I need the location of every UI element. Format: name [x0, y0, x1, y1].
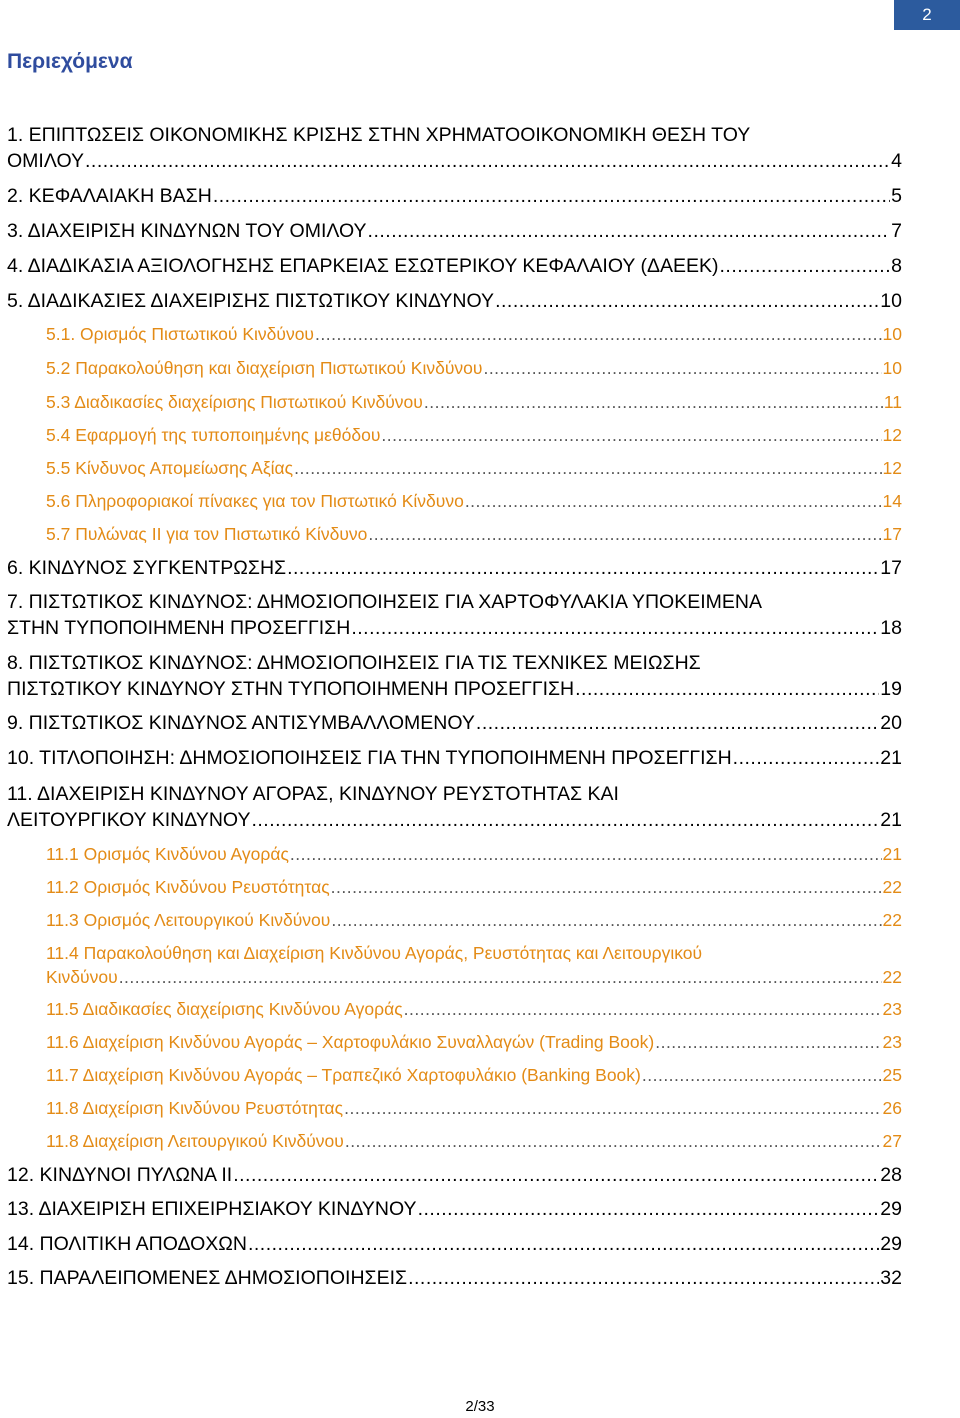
toc-entry-11-4[interactable]: [46, 940, 902, 991]
toc-entry-11-2[interactable]: [46, 874, 902, 901]
dot-leader: [368, 218, 891, 245]
toc-page-number: 20: [880, 712, 902, 734]
toc-entry-text: 11.7 Διαχείριση Κινδύνου Αγοράς – Τραπεζικό Χαρτοφυλάκιο (Banking Book): [46, 1065, 641, 1085]
toc-page-number: 8: [891, 255, 902, 277]
toc-page-number: 11: [883, 392, 902, 412]
toc-entry-text: 5.6 Πληροφοριακοί πίνακες για τον Πιστωτικό Κίνδυνο: [46, 491, 464, 511]
toc-page-number: 22: [882, 877, 902, 897]
toc-entry-text: 11.4 Παρακολούθηση και Διαχείριση Κινδύνου Αγοράς, Ρευστότητας και Λειτουργικού: [46, 943, 703, 963]
toc-entry-text: 12. ΚΙΝΔΥΝΟΙ ΠΥΛΩΝΑ ΙΙ: [7, 1164, 233, 1186]
toc-page-number: 22: [882, 967, 902, 987]
toc-entry-5-1[interactable]: [46, 321, 902, 348]
toc-entry-text: 5.7 Πυλώνας ΙΙ για τον Πιστωτικό Κίνδυνο: [46, 524, 368, 544]
toc-page-number: 29: [880, 1198, 902, 1220]
toc-entry-text: 13. ΔΙΑΧΕΙΡΙΣΗ ΕΠΙΧΕΙΡΗΣΙΑΚΟΥ ΚΙΝΔΥΝΟΥ: [7, 1198, 417, 1220]
toc-entry-11-8-liquidity[interactable]: [46, 1095, 902, 1122]
page-count-footer: 2/33: [465, 1398, 495, 1415]
toc-entry-3[interactable]: [7, 218, 902, 245]
toc-entry-text: 11.3 Ορισμός Λειτουργικού Κινδύνου: [46, 910, 331, 930]
toc-entry-1[interactable]: [7, 122, 902, 175]
toc-entry-9[interactable]: [7, 710, 902, 737]
toc-entry-text: 3. ΔΙΑΧΕΙΡΙΣΗ ΚΙΝΔΥΝΩΝ ΤΟΥ ΟΜΙΛΟΥ: [7, 220, 367, 242]
toc-entry-14[interactable]: [7, 1231, 902, 1258]
dot-leader: [351, 615, 879, 642]
toc-page-number: 23: [882, 1032, 902, 1052]
dot-leader: [213, 183, 890, 210]
toc-entry-text: 1. ΕΠΙΠΤΩΣΕΙΣ ΟΙΚΟΝΟΜΙΚΗΣ ΚΡΙΣΗΣ ΣΤΗΝ ΧΡΗΜΑΤΟΟΙΚΟΝΟΜΙΚΗ ΘΕΣΗ ΤΟΥ: [7, 124, 751, 146]
toc-page-number: 27: [882, 1131, 902, 1151]
toc-entry-text: ΣΤΗΝ ΤΥΠΟΠΟΙΗΜΕΝΗ ΠΡΟΣΕΓΓΙΣΗ: [7, 617, 351, 639]
dot-leader: [345, 1128, 882, 1155]
toc-entry-text: 2. ΚΕΦΑΛΑΙΑΚΗ ΒΑΣΗ: [7, 185, 212, 207]
toc-page-number: 14: [882, 491, 902, 511]
dot-leader: [85, 148, 890, 175]
toc-entry-text: 5.3 Διαδικασίες διαχείρισης Πιστωτικού Κινδύνου: [46, 392, 423, 412]
toc-entry-text: 5. ΔΙΑΔΙΚΑΣΙΕΣ ΔΙΑΧΕΙΡΙΣΗΣ ΠΙΣΤΩΤΙΚΟΥ ΚΙΝΔΥΝΟΥ: [7, 290, 495, 312]
dot-leader: [119, 964, 882, 991]
toc-entry-10[interactable]: [7, 745, 902, 772]
dot-leader: [418, 1196, 880, 1223]
page-number-badge: 2: [894, 0, 960, 30]
toc-entry-5-2[interactable]: [46, 355, 902, 382]
toc-entry-text: 15. ΠΑΡΑΛΕΙΠΟΜΕΝΕΣ ΔΗΜΟΣΙΟΠΟΙΗΣΕΙΣ: [7, 1267, 408, 1289]
toc-entry-5-3[interactable]: [46, 389, 902, 416]
dot-leader: [287, 555, 879, 582]
toc-page-number: 10: [880, 290, 902, 312]
toc-page-number: 12: [882, 425, 902, 445]
toc-page-number: 21: [880, 809, 902, 831]
dot-leader: [368, 521, 881, 548]
toc-entry-11-7[interactable]: [46, 1062, 902, 1089]
toc-page-number: 25: [882, 1065, 902, 1085]
dot-leader: [294, 455, 881, 482]
dot-leader: [495, 288, 879, 315]
toc-entry-text: 11.5 Διαδικασίες διαχείρισης Κινδύνου Αγοράς: [46, 999, 403, 1019]
toc-entry-8[interactable]: [7, 650, 902, 703]
dot-leader: [251, 807, 879, 834]
dot-leader: [408, 1265, 879, 1292]
toc-entry-5-7[interactable]: [46, 521, 902, 548]
toc-entry-2[interactable]: [7, 183, 902, 210]
toc-page-number: 22: [882, 910, 902, 930]
toc-entry-text: 9. ΠΙΣΤΩΤΙΚΟΣ ΚΙΝΔΥΝΟΣ ΑΝΤΙΣΥΜΒΑΛΛΟΜΕΝΟΥ: [7, 712, 475, 734]
toc-page-number: 18: [880, 617, 902, 639]
toc-entry-12[interactable]: [7, 1162, 902, 1189]
toc-entry-11-5[interactable]: [46, 996, 902, 1023]
dot-leader: [290, 841, 882, 868]
dot-leader: [642, 1062, 882, 1089]
toc-entry-text: 10. ΤΙΤΛΟΠΟΙΗΣΗ: ΔΗΜΟΣΙΟΠΟΙΗΣΕΙΣ ΓΙΑ ΤΗΝ ΤΥΠΟΠΟΙΗΜΕΝΗ ΠΡΟΣΕΓΓΙΣΗ: [7, 747, 732, 769]
dot-leader: [233, 1162, 879, 1189]
toc-entry-text: 11.2 Ορισμός Κινδύνου Ρευστότητας: [46, 877, 330, 897]
toc-entry-5-4[interactable]: [46, 422, 902, 449]
toc-entry-text: 5.4 Εφαρμογή της τυποποιημένης μεθόδου: [46, 425, 381, 445]
toc-page-number: 19: [880, 678, 902, 700]
toc-entry-text: ΟΜΙΛΟΥ: [7, 150, 84, 172]
toc-page-number: 29: [880, 1233, 902, 1255]
toc-entry-text: 6. ΚΙΝΔΥΝΟΣ ΣΥΓΚΕΝΤΡΩΣΗΣ: [7, 557, 287, 579]
toc-page-number: 28: [880, 1164, 902, 1186]
dot-leader: [465, 488, 882, 515]
toc-title: Περιεχόμενα: [7, 50, 133, 73]
toc-page-number: 10: [882, 358, 902, 378]
dot-leader: [404, 996, 882, 1023]
dot-leader: [315, 321, 882, 348]
toc-page-number: 4: [891, 150, 902, 172]
toc-page-number: 26: [882, 1098, 902, 1118]
toc-entry-text: 11.8 Διαχείριση Λειτουργικού Κινδύνου: [46, 1131, 344, 1151]
toc-page-number: 17: [882, 524, 902, 544]
toc-entry-text: 4. ΔΙΑΔΙΚΑΣΙΑ ΑΞΙΟΛΟΓΗΣΗΣ ΕΠΑΡΚΕΙΑΣ ΕΣΩΤΕΡΙΚΟΥ ΚΕΦΑΛΑΙΟΥ (ΔΑΕΕΚ): [7, 255, 719, 277]
toc-entry-11-3[interactable]: [46, 907, 902, 934]
toc-entry-7[interactable]: [7, 589, 902, 642]
toc-page-number: 21: [882, 844, 902, 864]
toc-entry-5[interactable]: [7, 288, 902, 315]
toc-entry-text: 11.1 Ορισμός Κινδύνου Αγοράς: [46, 844, 289, 864]
dot-leader: [381, 422, 881, 449]
toc-entry-4[interactable]: [7, 253, 902, 280]
dot-leader: [331, 874, 882, 901]
toc-page-number: 7: [891, 220, 902, 242]
toc-entry-text: 5.5 Κίνδυνος Απομείωσης Αξίας: [46, 458, 294, 478]
dot-leader: [720, 253, 891, 280]
toc-entry-11-8-operational[interactable]: [46, 1128, 902, 1155]
toc-entry-13[interactable]: [7, 1196, 902, 1223]
toc-entry-15[interactable]: [7, 1265, 902, 1292]
dot-leader: [424, 389, 883, 416]
toc-entry-5-5[interactable]: [46, 455, 902, 482]
toc-page-number: 21: [880, 747, 902, 769]
dot-leader: [575, 676, 879, 703]
toc-page-number: 12: [882, 458, 902, 478]
toc-entry-text: 11. ΔΙΑΧΕΙΡΙΣΗ ΚΙΝΔΥΝΟΥ ΑΓΟΡΑΣ, ΚΙΝΔΥΝΟΥ ΡΕΥΣΤΟΤΗΤΑΣ ΚΑΙ: [7, 783, 619, 805]
toc-entry-text: Κινδύνου: [46, 967, 118, 987]
toc-entry-text: ΠΙΣΤΩΤΙΚΟΥ ΚΙΝΔΥΝΟΥ ΣΤΗΝ ΤΥΠΟΠΟΙΗΜΕΝΗ ΠΡΟΣΕΓΓΙΣΗ: [7, 678, 575, 700]
dot-leader: [483, 355, 881, 382]
toc-entry-5-6[interactable]: [46, 488, 902, 515]
dot-leader: [476, 710, 879, 737]
toc-entry-text: 5.1. Ορισμός Πιστωτικού Κινδύνου: [46, 324, 315, 344]
dot-leader: [344, 1095, 881, 1122]
toc-entry-6[interactable]: [7, 555, 902, 582]
toc-entry-text: 14. ΠΟΛΙΤΙΚΗ ΑΠΟΔΟΧΩΝ: [7, 1233, 247, 1255]
toc-entry-text: 7. ΠΙΣΤΩΤΙΚΟΣ ΚΙΝΔΥΝΟΣ: ΔΗΜΟΣΙΟΠΟΙΗΣΕΙΣ ΓΙΑ ΧΑΡΤΟΦΥΛΑΚΙΑ ΥΠΟΚΕΙΜΕΝΑ: [7, 591, 762, 613]
toc-entry-text: 5.2 Παρακολούθηση και διαχείριση Πιστωτικού Κινδύνου: [46, 358, 483, 378]
dot-leader: [248, 1231, 879, 1258]
toc-entry-11[interactable]: [7, 781, 902, 834]
toc-page-number: 17: [880, 557, 902, 579]
dot-leader: [655, 1029, 881, 1056]
toc-page-number: 32: [880, 1267, 902, 1289]
toc-entry-text: 11.8 Διαχείριση Κινδύνου Ρευστότητας: [46, 1098, 344, 1118]
toc-entry-text: 11.6 Διαχείριση Κινδύνου Αγοράς – Χαρτοφυλάκιο Συναλλαγών (Trading Book): [46, 1032, 655, 1052]
toc-entry-text: 8. ΠΙΣΤΩΤΙΚΟΣ ΚΙΝΔΥΝΟΣ: ΔΗΜΟΣΙΟΠΟΙΗΣΕΙΣ ΓΙΑ ΤΙΣ ΤΕΧΝΙΚΕΣ ΜΕΙΩΣΗΣ: [7, 652, 701, 674]
toc-entry-text: ΛΕΙΤΟΥΡΓΙΚΟΥ ΚΙΝΔΥΝΟΥ: [7, 809, 251, 831]
toc-page-number: 10: [882, 324, 902, 344]
toc-page-number: 5: [891, 185, 902, 207]
dot-leader: [331, 907, 881, 934]
toc-entry-11-1[interactable]: [46, 841, 902, 868]
toc-entry-11-6[interactable]: [46, 1029, 902, 1056]
toc-page-number: 23: [882, 999, 902, 1019]
dot-leader: [733, 745, 880, 772]
